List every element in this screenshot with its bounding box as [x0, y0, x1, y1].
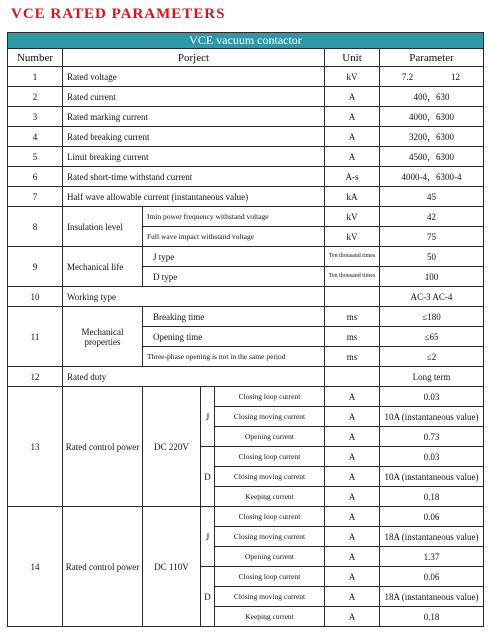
- table-row: Full wave impact withstand voltage kV 75: [8, 227, 484, 247]
- table-row: Keeping current A 0.18: [8, 487, 484, 507]
- table-row: 4 Rated breaking current A 3200，6300: [8, 127, 484, 147]
- table-row: 14 Rated control power DC 110V J Closing loop current A 0.06: [8, 507, 484, 527]
- header-parameter: Parameter: [380, 49, 484, 67]
- table-row: 9 Mechanical life J type Ten thousand times 50: [8, 247, 484, 267]
- table-row: D Closing loop current A 0.06: [8, 567, 484, 587]
- table-title: VCE vacuum contactor: [8, 33, 484, 49]
- table-row: 8 Insulation level Imin power frequency withstand voltage kV 42: [8, 207, 484, 227]
- table-row: D type Ten thousand times 100: [8, 267, 484, 287]
- table-row: Three-phase opening is not in the same period ms ≤2: [8, 347, 484, 367]
- table-row: 13 Rated control power DC 220V J Closing loop current A 0.03: [8, 387, 484, 407]
- header-number: Number: [8, 49, 63, 67]
- page-title: VCE RATED PARAMETERS: [11, 6, 226, 22]
- table-row: Keeping current A 0.18: [8, 607, 484, 627]
- table-row: D Closing loop current A 0.03: [8, 447, 484, 467]
- table-row: Opening current A 0.73: [8, 427, 484, 447]
- table-row: 5 Limit breaking current A 4500，6300: [8, 147, 484, 167]
- table-row: Opening current A 1.37: [8, 547, 484, 567]
- table-row: Closing moving current A 18A (instantaneous value): [8, 587, 484, 607]
- table-row: 11 Mechanical properties Breaking time ms ≤180: [8, 307, 484, 327]
- table-row: 3 Rated marking current A 4000，6300: [8, 107, 484, 127]
- table-row: 1 Rated voltage kV 7.2 12: [8, 67, 484, 87]
- table-row: Closing moving current A 10A (instantaneous value): [8, 467, 484, 487]
- table-row: 12 Rated duty Long term: [8, 367, 484, 387]
- table-row: Opening time ms ≤65: [8, 327, 484, 347]
- table-row: 6 Rated short-time withstand current A-s 4000-4，6300-4: [8, 167, 484, 187]
- table-row: 7 Half wave allowable current (instantaneous value) kA 45: [8, 187, 484, 207]
- table-row: 2 Rated current A 400，630: [8, 87, 484, 107]
- table-row: Closing moving current A 18A (instantaneous value): [8, 527, 484, 547]
- table-row: 10 Working type AC-3 AC-4: [8, 287, 484, 307]
- header-unit: Unit: [325, 49, 380, 67]
- header-project: Porject: [63, 49, 325, 67]
- parameters-table: [7, 32, 483, 630]
- table-row: Closing moving current A 10A (instantaneous value): [8, 407, 484, 427]
